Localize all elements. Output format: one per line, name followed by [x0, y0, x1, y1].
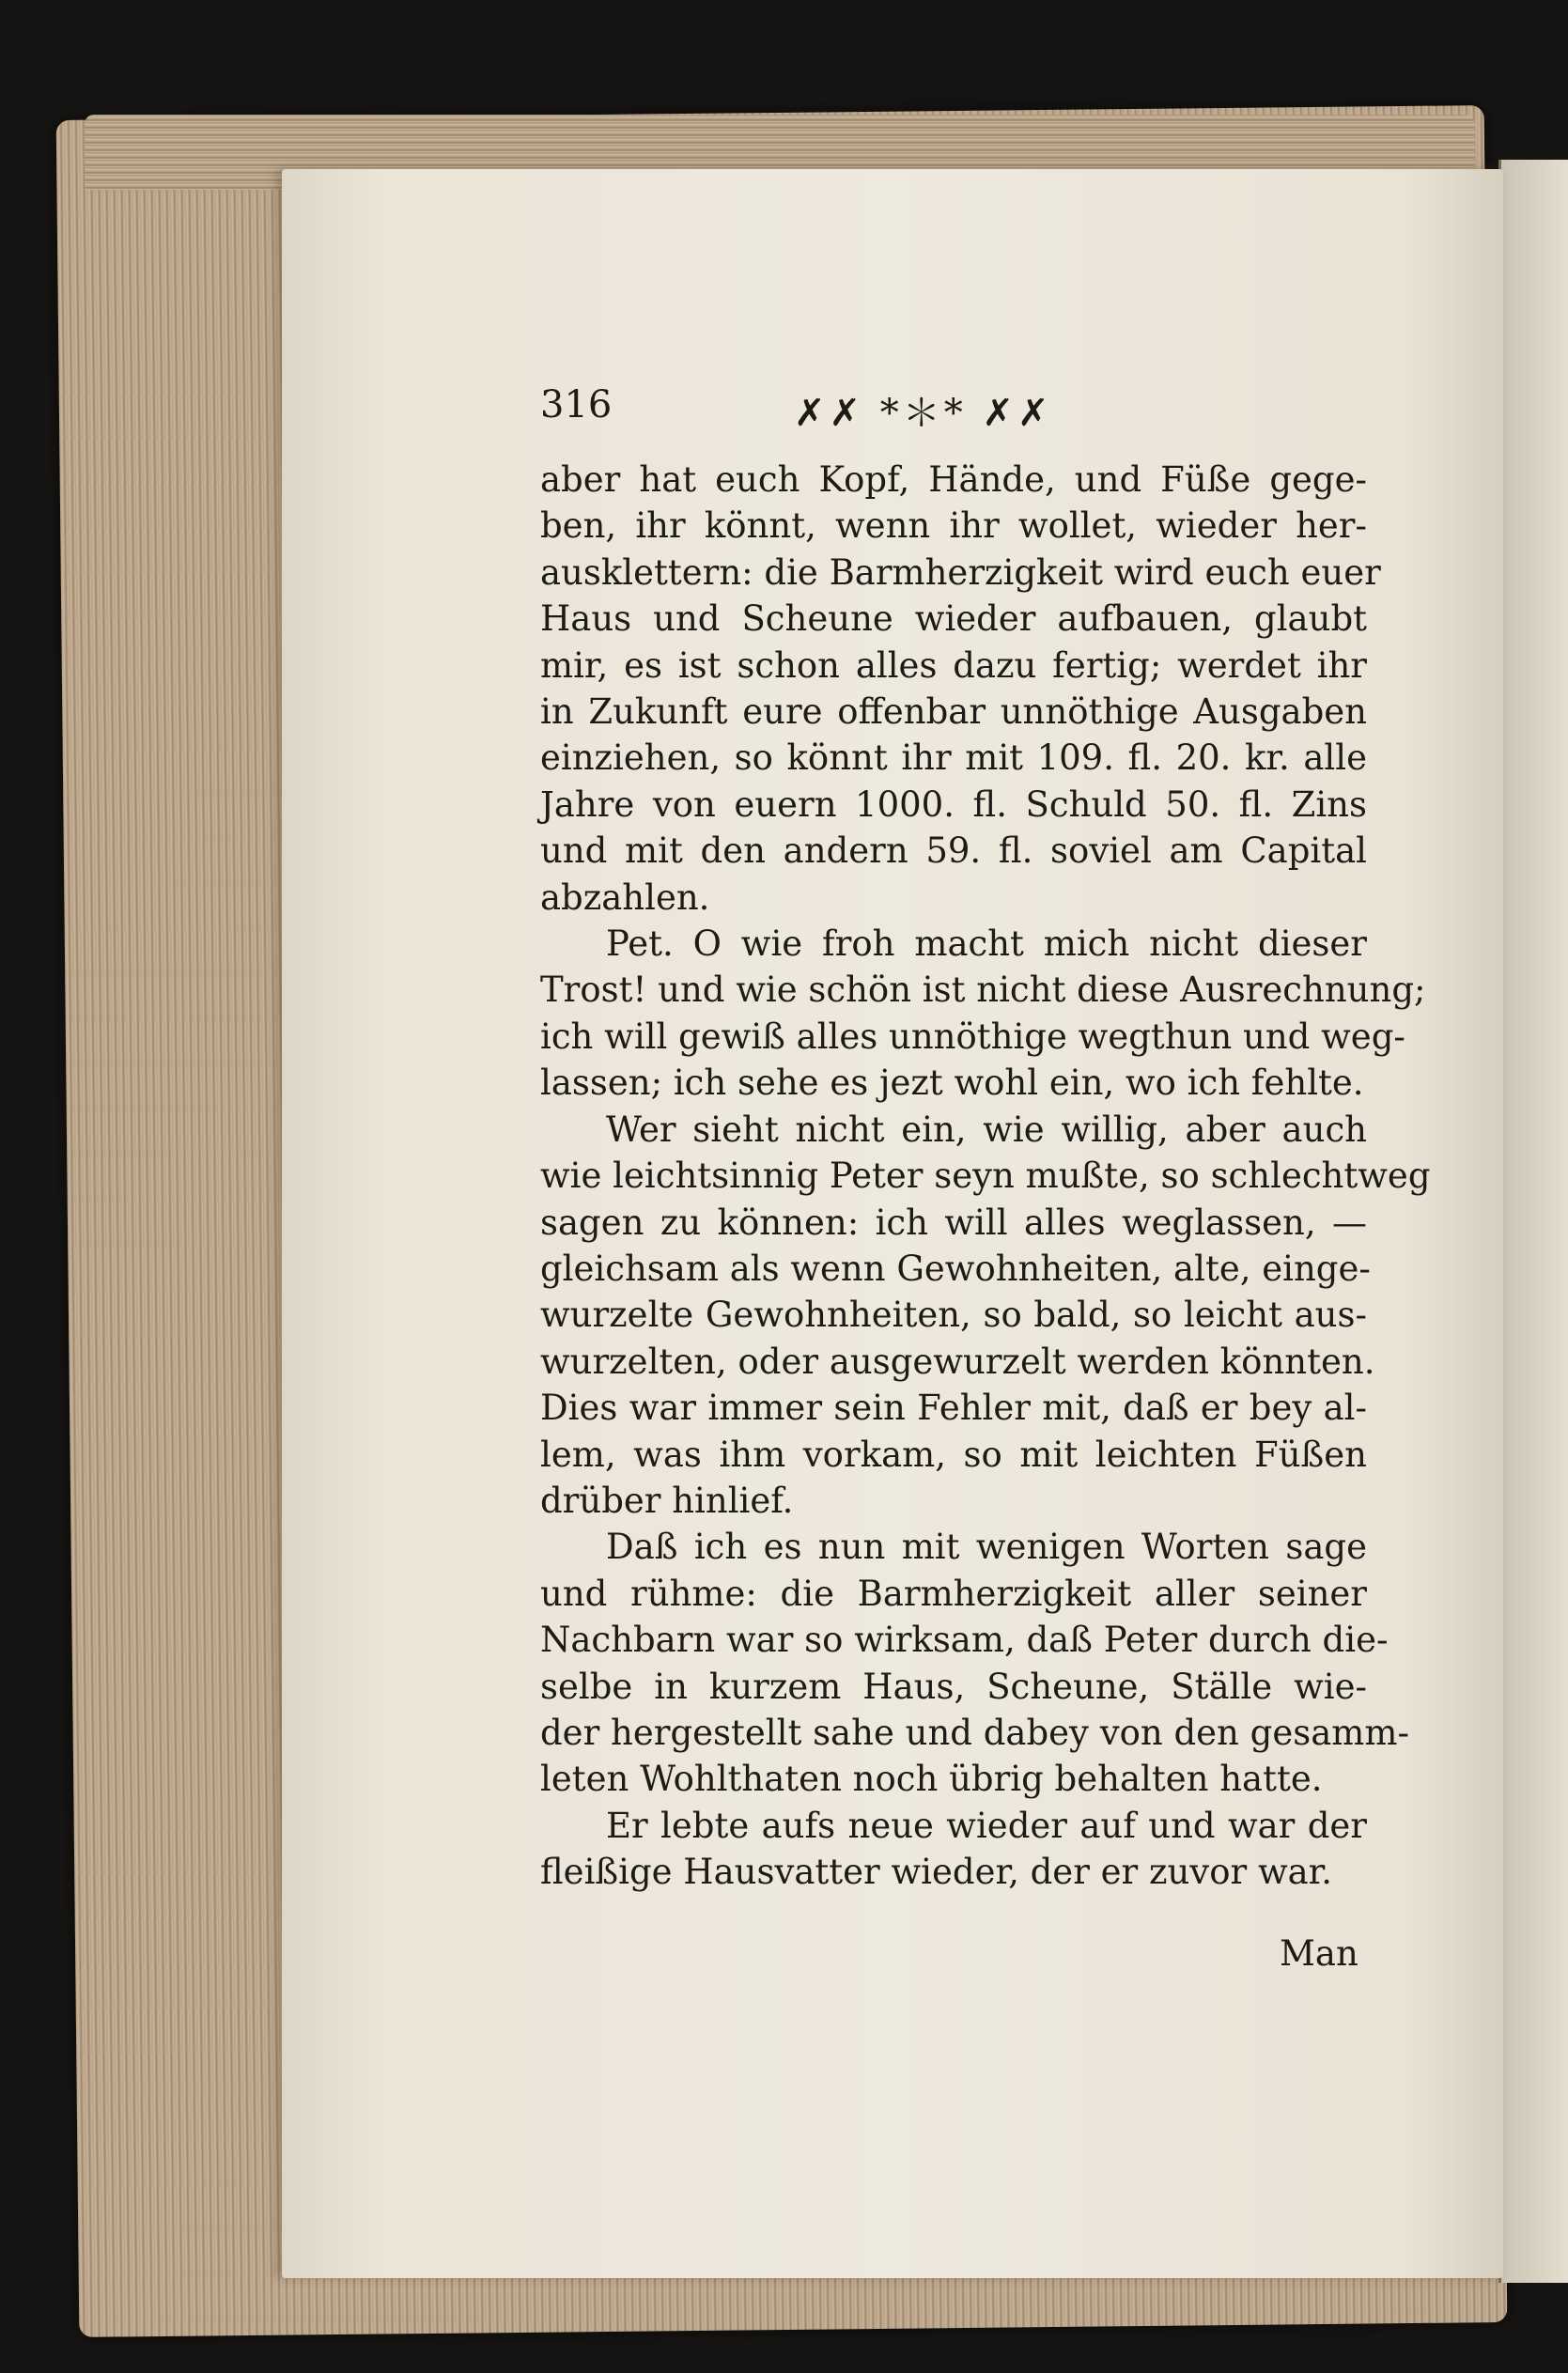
paragraph	[540, 457, 1381, 921]
text-line: lassen; ich sehe es jezt wohl ein, wo ich fehlte.	[540, 1062, 1364, 1104]
paragraph	[540, 1107, 1431, 1525]
body-text	[540, 457, 1431, 1896]
paragraph	[540, 1803, 1367, 1896]
paragraph	[540, 921, 1426, 1107]
text-line: gleichsam als wenn Gewohnheiten, alte, einge-	[540, 1248, 1371, 1289]
text-line: abzahlen.	[540, 876, 710, 918]
text-line: wurzelte Gewohnheiten, so bald, so leicht aus-	[540, 1295, 1367, 1336]
text-line: Nachbarn war so wirksam, daß Peter durch die-	[540, 1620, 1389, 1661]
text-line: wurzelten, oder ausgewurzelt werden könnten.	[540, 1341, 1375, 1382]
text-line: drüber hinlief.	[540, 1480, 794, 1521]
text-line: Haus und Scheune wieder aufbauen, glaubt	[540, 598, 1367, 640]
text-line: fleißige Hausvatter wieder, der er zuvor war.	[540, 1852, 1333, 1893]
text-line: und rühme: die Barmherzigkeit aller seiner	[540, 1573, 1367, 1614]
text-line: Daß ich es nun mit wenigen Worten sage	[606, 1527, 1367, 1568]
text-line: der hergestellt sahe und dabey von den gesamm-	[540, 1712, 1409, 1753]
catchword: Man	[1280, 1933, 1358, 1974]
text-line: Dies war immer sein Fehler mit, daß er bey al-	[540, 1388, 1367, 1429]
text-line: in Zukunft eure offenbar unnöthige Ausgaben	[540, 691, 1367, 733]
header-ornament: ✗✗ *＊* ✗✗	[794, 392, 1053, 435]
text-line: wie leichtsinnig Peter seyn mußte, so schlechtweg	[540, 1155, 1431, 1197]
page-number: 316	[540, 383, 613, 427]
text-line: und mit den andern 59. fl. soviel am Capital	[540, 830, 1367, 872]
text-line: Jahre von euern 1000. fl. Schuld 50. fl. Zins	[540, 783, 1367, 825]
text-line: selbe in kurzem Haus, Scheune, Ställe wie-	[540, 1666, 1367, 1707]
text-line: aber hat euch Kopf, Hände, und Füße gege-	[540, 459, 1367, 500]
text-line: leten Wohlthaten noch übrig behalten hatte.	[540, 1759, 1323, 1800]
text-line: ben, ihr könnt, wenn ihr wollet, wieder her-	[540, 505, 1367, 547]
text-line: einziehen, so könnt ihr mit 109. fl. 20. kr. alle	[540, 737, 1367, 779]
text-line: ich will gewiß alles unnöthige wegthun und weg-	[540, 1016, 1405, 1057]
text-line: Wer sieht nicht ein, wie willig, aber auch	[606, 1109, 1367, 1150]
text-line: Pet. O wie froh macht mich nicht dieser	[606, 923, 1367, 965]
facing-page-edge	[1498, 160, 1568, 2283]
text-line: Er lebte aufs neue wieder auf und war der	[606, 1805, 1367, 1846]
text-line: ausklettern: die Barmherzigkeit wird euch euer	[540, 551, 1381, 593]
text-line: Trost! und wie schön ist nicht diese Ausrechnung;	[540, 969, 1426, 1011]
text-line: sagen zu können: ich will alles weglassen, —	[540, 1202, 1367, 1243]
text-line: lem, was ihm vorkam, so mit leichten Füßen	[540, 1434, 1367, 1475]
paragraph	[540, 1524, 1409, 1802]
text-line: mir, es ist schon alles dazu fertig; werdet ihr	[540, 644, 1367, 686]
running-header	[540, 383, 1367, 440]
